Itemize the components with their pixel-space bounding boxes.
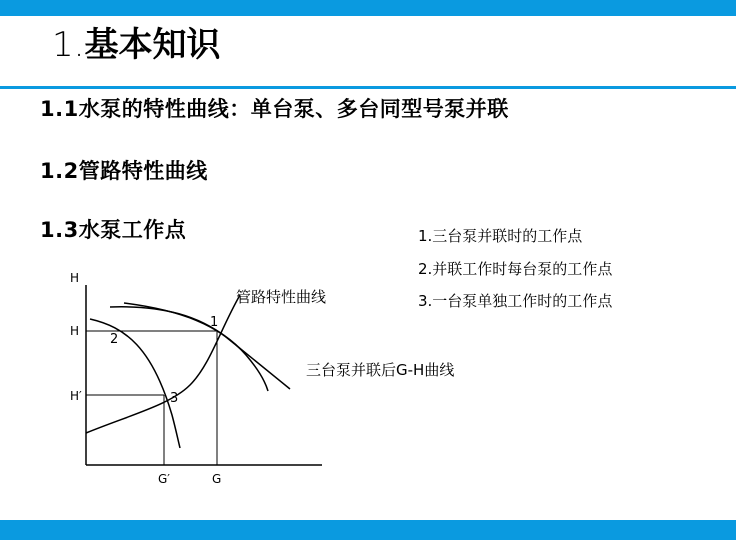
single-pump-curve <box>90 319 180 448</box>
tick-h-prime-label: H′ <box>70 389 82 403</box>
heading-working-point: 1.3水泵工作点 <box>40 218 187 242</box>
working-point-diagram <box>60 255 460 495</box>
parallel-curve-label: 三台泵并联后G-H曲线 <box>306 361 455 379</box>
page-title-text: 基本知识 <box>84 25 221 65</box>
point-3-label: 3 <box>170 391 179 406</box>
note-item-1: 1.三台泵并联时的工作点 <box>418 227 583 245</box>
pipe-curve-label: 管路特性曲线 <box>236 288 327 306</box>
bottom-accent-bar <box>0 520 736 540</box>
heading-pump-curve: 1.1水泵的特性曲线：单台泵、多台同型号泵并联 <box>40 97 509 121</box>
note-item-2: 2.并联工作时每台泵的工作点 <box>418 260 613 278</box>
tick-g-label: G <box>212 472 222 486</box>
tick-h-label: H <box>70 324 80 338</box>
point-1-label: 1 <box>210 315 219 330</box>
title-divider <box>0 86 736 89</box>
tick-g-prime-label: G′ <box>158 472 171 486</box>
point-2-label: 2 <box>110 332 119 347</box>
parallel-pump-curve <box>110 307 290 389</box>
note-item-3: 3.一台泵单独工作时的工作点 <box>418 292 613 310</box>
page-title <box>52 20 220 70</box>
y-axis-label: H <box>70 271 80 285</box>
top-accent-bar <box>0 0 736 16</box>
page-title-number: 1. <box>52 25 85 65</box>
heading-pipe-curve: 1.2管路特性曲线 <box>40 159 208 183</box>
